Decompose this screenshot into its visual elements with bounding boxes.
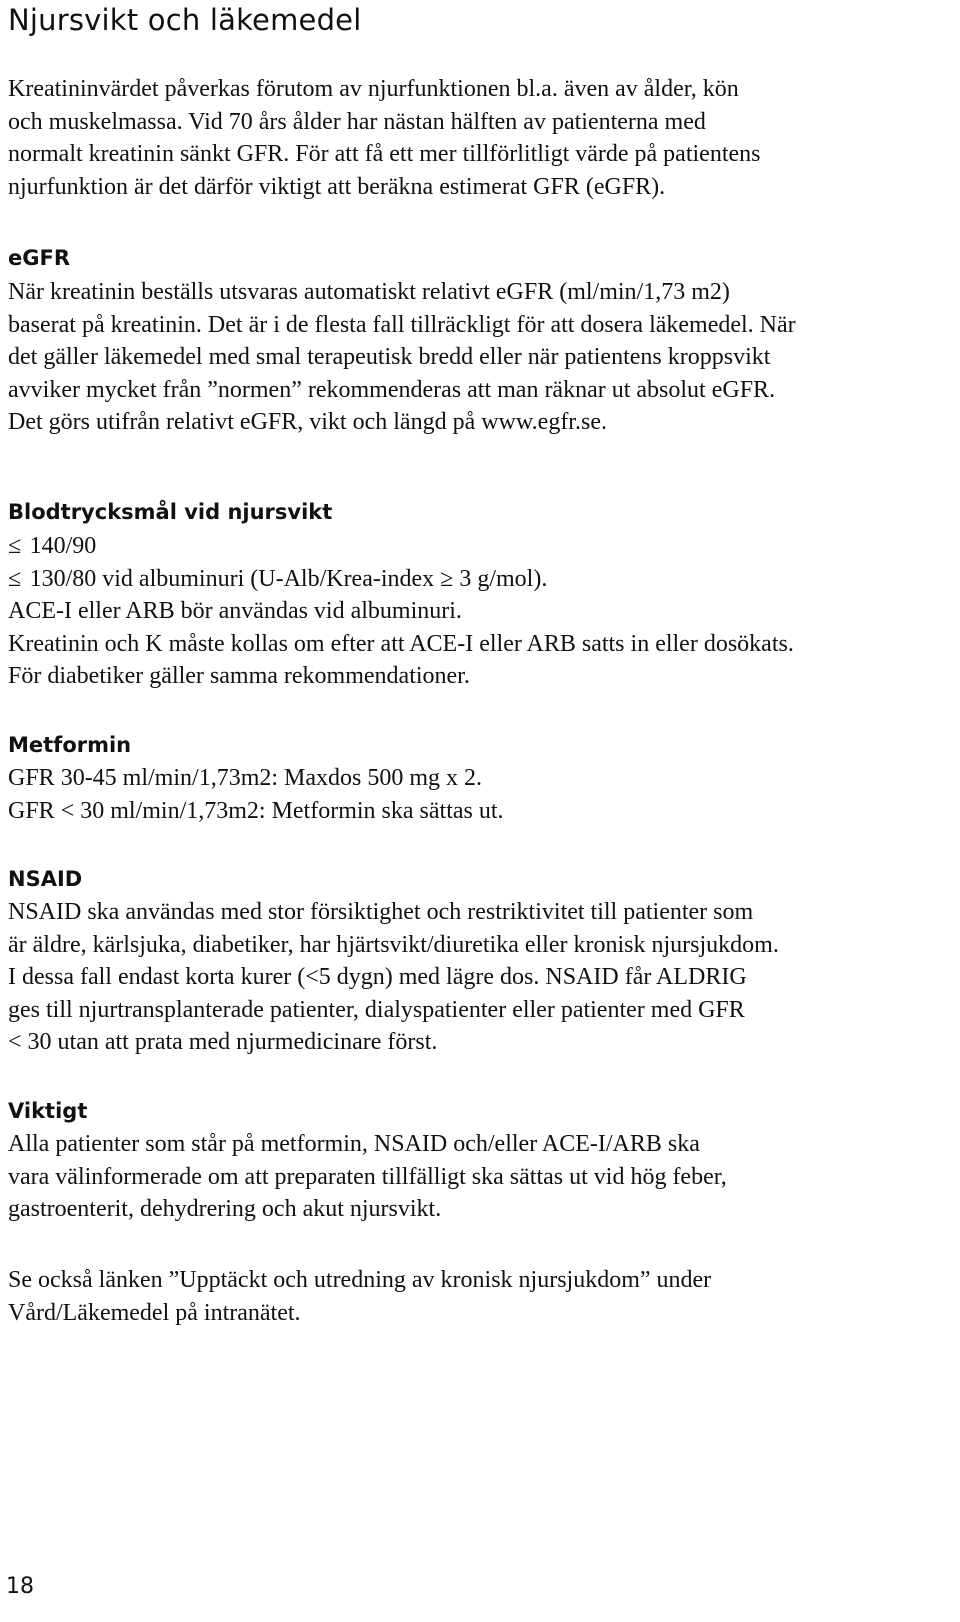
see-also-line: Se också länken ”Upptäckt och utredning av kronisk njursjukdom” under <box>8 1267 712 1293</box>
intro-line: och muskelmassa. Vid 70 års ålder har nästan hälften av patienterna med <box>8 108 706 135</box>
blodtryck-section <box>8 497 794 693</box>
nsaid-line: < 30 utan att prata med njurmedicinare först. <box>8 1029 438 1056</box>
viktigt-line: gastroenterit, dehydrering och akut njursvikt. <box>8 1196 442 1223</box>
nsaid-section <box>8 864 779 1059</box>
intro-line: Kreatininvärdet påverkas förutom av njurfunktionen bl.a. även av ålder, kön <box>8 76 739 102</box>
nsaid-line: I dessa fall endast korta kurer (<5 dygn) med lägre dos. NSAID får ALDRIG <box>8 964 747 991</box>
page-number: 18 <box>6 1574 34 1599</box>
egfr-line: avviker mycket från ”normen” rekommenderas att man räknar ut absolut eGFR. <box>8 376 776 403</box>
viktigt-heading: Viktigt <box>8 1099 88 1123</box>
metformin-line: GFR 30-45 ml/min/1,73m2: Maxdos 500 mg x 2. <box>8 765 483 791</box>
egfr-section <box>8 243 796 439</box>
nsaid-line: ges till njurtransplanterade patienter, dialyspatienter eller patienter med GFR <box>8 996 745 1023</box>
viktigt-line: Alla patienter som står på metformin, NSAID och/eller ACE-I/ARB ska <box>8 1131 700 1157</box>
egfr-line: Det görs utifrån relativt eGFR, vikt och längd på www.egfr.se. <box>8 409 607 436</box>
blodtryck-line: ACE-I eller ARB bör användas vid albuminuri. <box>8 598 462 625</box>
egfr-line: det gäller läkemedel med smal terapeutisk bredd eller när patientens kroppsvikt <box>8 344 771 371</box>
greater-or-equal-symbol: ≥ <box>440 565 454 592</box>
albuminuri-text-a: 130/80 vid albuminuri (U-Alb/Krea-index <box>29 565 435 592</box>
intro-line: normalt kreatinin sänkt GFR. För att få ett mer tillförlitligt värde på patientens <box>8 141 761 168</box>
nsaid-heading: NSAID <box>8 867 83 891</box>
see-also-paragraph <box>8 1264 711 1329</box>
blodtryck-line: Kreatinin och K måste kollas om efter att ACE-I eller ARB satts in eller dosökats. <box>8 630 794 657</box>
egfr-line: baserat på kreatinin. Det är i de flesta fall tillräckligt för att dosera läkemedel. När <box>8 311 796 338</box>
nsaid-line: NSAID ska användas med stor försiktighet och restriktivitet till patienter som <box>8 899 754 925</box>
intro-paragraph <box>8 73 760 203</box>
metformin-heading: Metformin <box>8 733 132 757</box>
blodtryck-heading: Blodtrycksmål vid njursvikt <box>8 500 333 524</box>
metformin-section <box>8 730 504 827</box>
blodtryck-albuminuri-line <box>8 563 794 596</box>
nsaid-line: är äldre, kärlsjuka, diabetiker, har hjärtsvikt/diuretika eller kronisk njursjukdom. <box>8 931 779 958</box>
viktigt-section <box>8 1096 727 1226</box>
intro-line: njurfunktion är det därför viktigt att beräkna estimerat GFR (eGFR). <box>8 173 666 200</box>
blodtryck-target-line <box>8 530 794 563</box>
metformin-line: GFR < 30 ml/min/1,73m2: Metformin ska sättas ut. <box>8 797 504 824</box>
see-also-line: Vård/Läkemedel på intranätet. <box>8 1299 301 1326</box>
viktigt-line: vara välinformerade om att preparaten tillfälligt ska sättas ut vid hög feber, <box>8 1163 727 1190</box>
less-or-equal-symbol: ≤ <box>8 565 22 592</box>
blodtryck-line: För diabetiker gäller samma rekommendationer. <box>8 663 470 690</box>
blodtryck-target-value: 140/90 <box>29 533 97 559</box>
page-title: Njursvikt och läkemedel <box>8 3 362 37</box>
albuminuri-text-b: 3 g/mol). <box>459 565 548 592</box>
egfr-line: När kreatinin beställs utsvaras automatiskt relativt eGFR (ml/min/1,73 m2) <box>8 279 730 305</box>
less-or-equal-symbol: ≤ <box>8 533 22 559</box>
egfr-heading: eGFR <box>8 246 70 270</box>
